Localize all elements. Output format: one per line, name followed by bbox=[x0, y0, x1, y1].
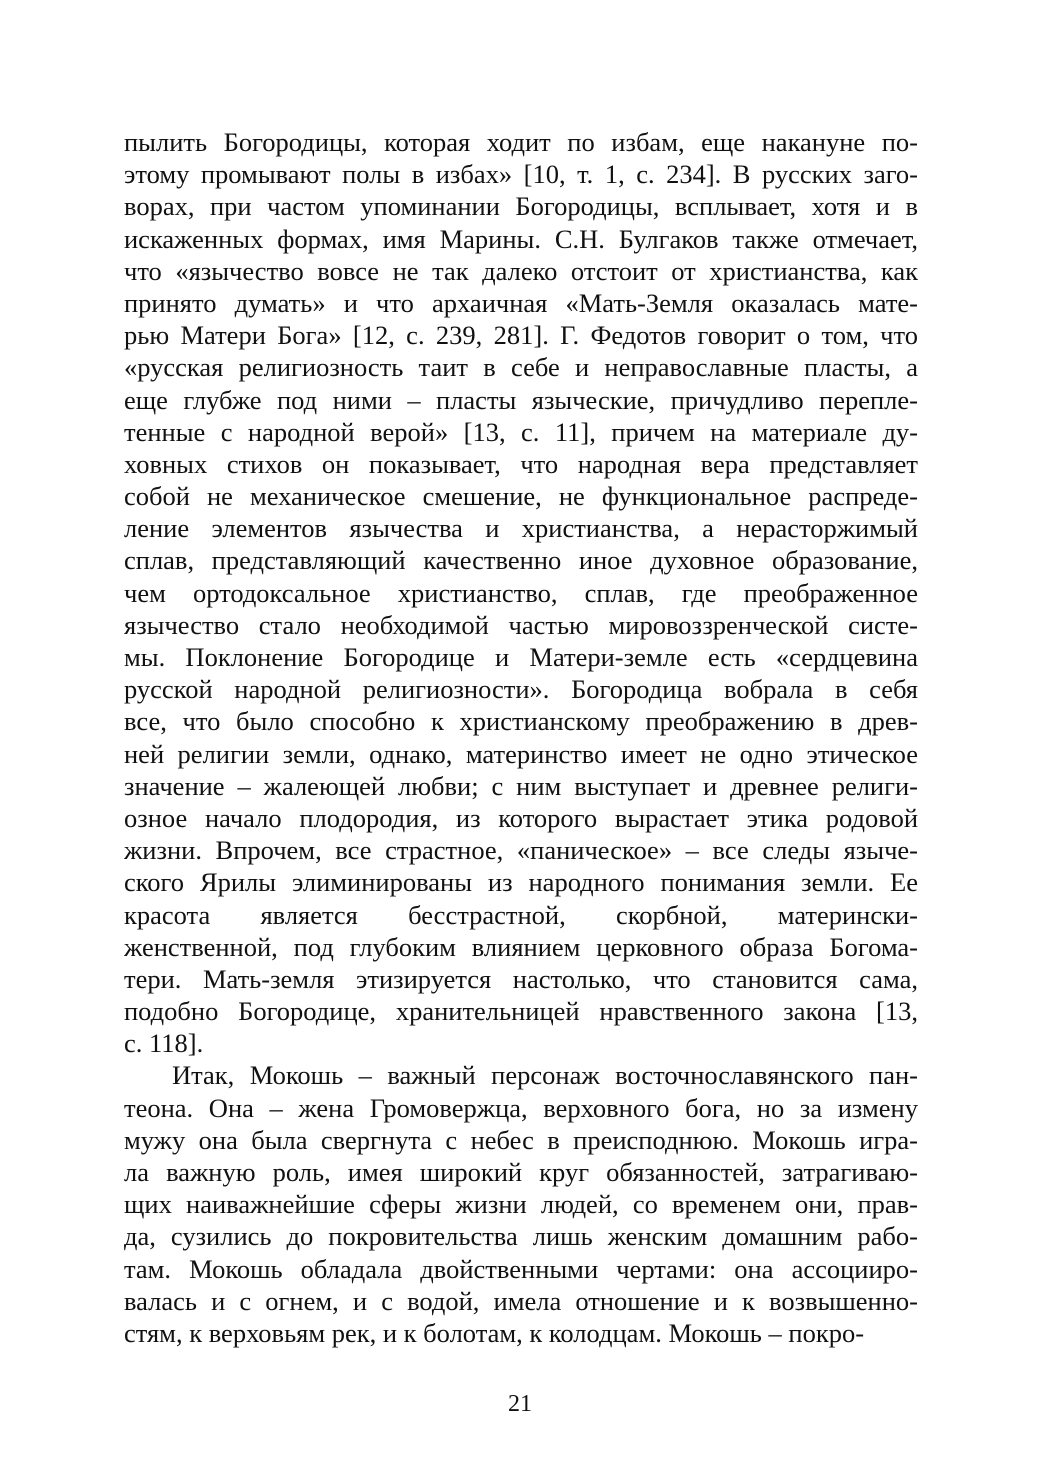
text-line: искаженных формах, имя Марины. С.Н. Булгаков также отмечает, bbox=[124, 223, 918, 254]
text-line: женственной, под глубоким влиянием церковного образа Богома- bbox=[124, 931, 918, 962]
text-line: собой не механическое смешение, не функциональное распреде- bbox=[124, 481, 918, 512]
text-line: валась и с огнем, и с водой, имела отношение и к возвышенно- bbox=[124, 1285, 918, 1316]
text-line: ворах, при частом упоминании Богородицы, всплывает, хотя и в bbox=[124, 191, 918, 222]
text-line: теона. Она – жена Громовержца, верховного бога, но за измену bbox=[124, 1092, 918, 1123]
text-line: подобно Богородице, хранительницей нравственного закона [13, bbox=[124, 996, 918, 1027]
text-line: там. Мокошь обладала двойственными чертами: она ассоцииро- bbox=[124, 1253, 918, 1284]
text-line: значение – жалеющей любви; с ним выступает и древнее религи- bbox=[124, 770, 918, 801]
text-line: сплав, представляющий качественно иное духовное образование, bbox=[124, 545, 918, 576]
text-line: да, сузились до покровительства лишь женским домашним рабо- bbox=[124, 1221, 918, 1252]
text-line: ского Ярилы элиминированы из народного понимания земли. Ее bbox=[124, 867, 918, 898]
text-line: «русская религиозность таит в себе и неправославные пласты, а bbox=[124, 352, 918, 383]
text-line: пылить Богородицы, которая ходит по избам, еще накануне по- bbox=[124, 127, 918, 157]
paragraph bbox=[124, 1059, 918, 1349]
body-text bbox=[124, 126, 918, 1349]
text-line: язычество стало необходимой частью мировоззренческой систе- bbox=[124, 609, 918, 640]
page-number: 21 bbox=[508, 1391, 532, 1417]
text-line: ление элементов язычества и христианства, а нерасторжимый bbox=[124, 513, 918, 544]
text-line: принято думать» и что архаичная «Мать-Земля оказалась мате- bbox=[124, 287, 918, 318]
text-line: этому промывают полы в избах» [10, т. 1, с. 234]. В русских заго- bbox=[124, 159, 918, 190]
text-line: еще глубже под ними – пласты языческие, причудливо перепле- bbox=[124, 384, 918, 415]
text-line: жизни. Впрочем, все страстное, «паническое» – все следы языче- bbox=[124, 835, 918, 866]
text-line: мы. Поклонение Богородице и Матери-земле есть «сердцевина bbox=[124, 642, 918, 672]
text-line: с. 118]. bbox=[124, 1028, 204, 1059]
text-line: щих наиважнейшие сферы жизни людей, со временем они, прав- bbox=[124, 1189, 918, 1220]
text-line: стям, к верховьям рек, и к болотам, к колодцам. Мокошь – покро- bbox=[124, 1317, 865, 1348]
text-line: чем ортодоксальное христианство, сплав, где преображенное bbox=[124, 577, 918, 608]
paragraph bbox=[124, 126, 918, 1059]
text-line: мужу она была свергнута с небес в преисподнюю. Мокошь игра- bbox=[124, 1124, 918, 1155]
text-line: все, что было способно к христианскому преображению в древ- bbox=[124, 706, 918, 737]
text-line: русской народной религиозности». Богородица вобрала в себя bbox=[124, 674, 918, 705]
text-line: тери. Мать-земля этизируется настолько, что становится сама, bbox=[124, 963, 918, 994]
text-line: ла важную роль, имея широкий круг обязанностей, затрагиваю- bbox=[124, 1157, 918, 1187]
text-line: красота является бесстрастной, скорбной, матерински- bbox=[124, 899, 918, 930]
text-line: Итак, Мокошь – важный персонаж восточнославянского пан- bbox=[172, 1060, 918, 1091]
text-line: ней религии земли, однако, материнство имеет не одно этическое bbox=[124, 738, 918, 769]
text-line: тенные с народной верой» [13, с. 11], причем на материале ду- bbox=[124, 416, 918, 447]
text-line: озное начало плодородия, из которого вырастает этика родовой bbox=[124, 802, 918, 833]
text-line: ховных стихов он показывает, что народная вера представляет bbox=[124, 448, 918, 479]
text-line: рью Матери Бога» [12, с. 239, 281]. Г. Федотов говорит о том, что bbox=[124, 320, 918, 351]
text-line: что «язычество вовсе не так далеко отстоит от христианства, как bbox=[124, 255, 918, 286]
